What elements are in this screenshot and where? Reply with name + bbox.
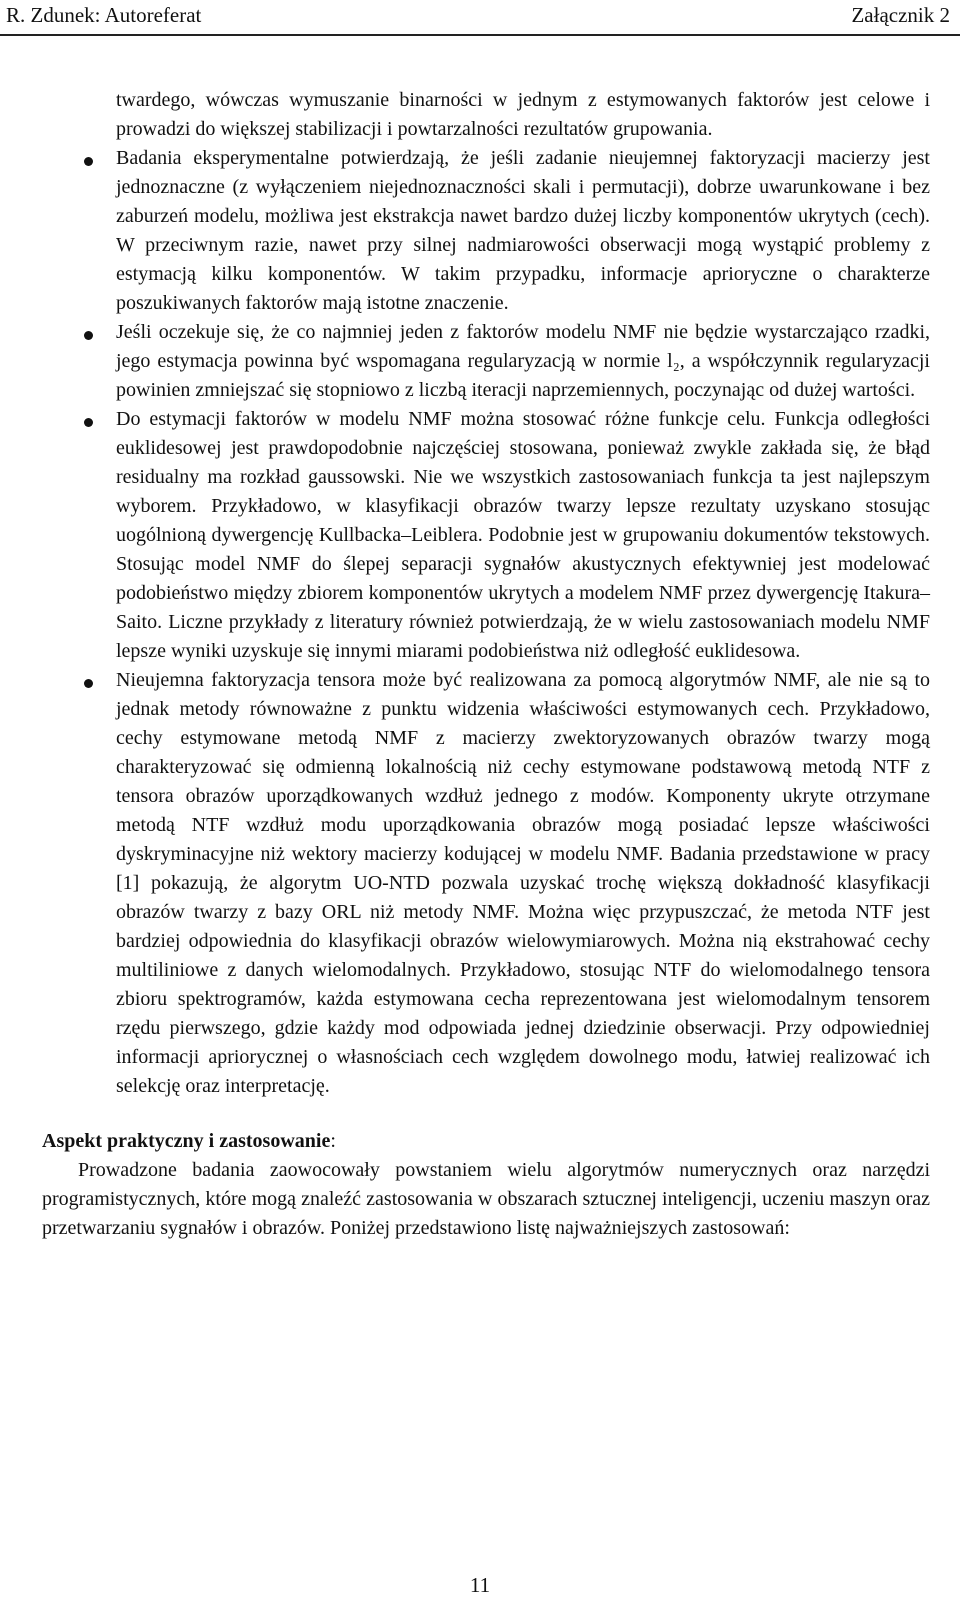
- bullet-text: Do estymacji faktorów w modelu NMF można stosować różne funkcje celu. Funkcja odległości euklidesowej jest prawdopodobnie najczęściej stosowana, ponieważ zwykle zakłada się, że błąd residualny ma rozkład gaussowski. Nie we wszystkich zastosowaniach funkcja ta jest najlepszym wyborem. Przykładowo, w klasyfikacji obrazów twarzy lepsze rezultaty uzyskano stosując uogólnioną dywergencję Kullbacka–Leiblera. Podobnie jest w grupowaniu dokumentów tekstowych. Stosując model NMF do ślepej separacji sygnałów akustycznych efektywniej jest modelować podobieństwo między zbiorem komponentów ukrytych a modelem NMF przez dywergencję Itakura–Saito. Liczne przykłady z literatury również potwierdzają, że w wielu zastosowaniach modelu NMF lepsze wyniki uzyskuje się innymi miarami podobieństwa niż odległość euklidesowa.: [116, 408, 930, 662]
- header-author-title: R. Zdunek: Autoreferat: [6, 3, 202, 27]
- list-item: [42, 144, 930, 318]
- page-header: [0, 0, 960, 30]
- continuation-paragraph: twardego, wówczas wymuszanie binarności w jednym z estymowanych faktorów jest celowe i prowadzi do większej stabilizacji i powtarzalności rezultatów grupowania.: [116, 89, 930, 140]
- bullet-icon: [84, 679, 93, 688]
- bullet-list: [42, 144, 930, 1101]
- bullet-icon: [84, 331, 93, 340]
- page-number: 11: [469, 1573, 491, 1597]
- section-heading-text: Aspekt praktyczny i zastosowanie: [42, 1130, 331, 1152]
- list-item: [42, 666, 930, 1101]
- header-attachment-label: Załącznik 2: [851, 3, 950, 27]
- section-heading: [42, 1127, 930, 1156]
- header-rule: [0, 34, 960, 36]
- bullet-icon: [84, 157, 93, 166]
- page-body: [42, 86, 930, 1243]
- list-item: [42, 405, 930, 666]
- bullet-text: Jeśli oczekuje się, że co najmniej jeden z faktorów modelu NMF nie będzie wystarczająco rzadki, jego estymacja powinna być wspomagana regularyzacją w normie l₂, a współczynnik regularyzacji powinien zmniejszać się stopniowo z liczbą iteracji naprzemiennych, poczynając od dużej wartości.: [116, 321, 930, 401]
- bullet-text: Nieujemna faktoryzacja tensora może być realizowana za pomocą algorytmów NMF, ale nie są to jednak metody równoważne z punktu widzenia właściwości estymowanych cech. Przykładowo, cechy estymowane metodą NMF z macierzy zwektoryzowanych obrazów twarzy mogą charakteryzować się odmienną lokalnością niż cechy estymowane podstawową metodą NTF z tensora obrazów uporządkowanych wzdłuż jednego z modów. Komponenty ukryte otrzymane metodą NTF wzdłuż modu uporządkowania obrazów mogą posiadać lepsze właściwości dyskryminacyjne niż wektory macierzy kodującej w modelu NMF. Badania przedstawione w pracy [1] pokazują, że algorytm UO-NTD pozwala uzyskać trochę większą dokładność klasyfikacji obrazów twarzy z bazy ORL niż metody NMF. Można więc przypuszczać, że metoda NTF jest bardziej odpowiednia do klasyfikacji obrazów wielowymiarowych. Można nią ekstrahować cechy multiliniowe z danych wielomodalnych. Przykładowo, stosując NTF do wielomodalnego tensora zbioru spektrogramów, każda estymowana cecha reprezentowana jest wielomodalnym tensorem rzędu pierwszego, gdzie każdy mod odpowiada jednej dziedzinie obserwacji. Przy odpowiedniej informacji apriorycznej o własnościach cech względem dowolnego modu, łatwiej realizować ich selekcję oraz interpretację.: [116, 669, 930, 1097]
- section-paragraph: Prowadzone badania zaowocowały powstaniem wielu algorytmów numerycznych oraz narzędzi programistycznych, które mogą znaleźć zastosowania w obszarach sztucznej inteligencji, uczeniu maszyn oraz przetwarzaniu sygnałów i obrazów. Poniżej przedstawiono listę najważniejszych zastosowań:: [42, 1159, 930, 1239]
- bullet-icon: [84, 418, 93, 427]
- section-heading-colon: :: [330, 1130, 336, 1152]
- list-item: [42, 318, 930, 405]
- bullet-text: Badania eksperymentalne potwierdzają, że jeśli zadanie nieujemnej faktoryzacji macierzy jest jednoznaczne (z wyłączeniem niejednoznaczności skali i permutacji), dobrze uwarunkowane i bez zaburzeń modelu, możliwa jest ekstrakcja nawet bardzo dużej liczby komponentów ukrytych (cech). W przeciwnym razie, nawet przy silnej nadmiarowości obserwacji mogą wystąpić problemy z estymacją kilku komponentów. W takim przypadku, informacje aprioryczne o charakterze poszukiwanych faktorów mają istotne znaczenie.: [116, 147, 930, 314]
